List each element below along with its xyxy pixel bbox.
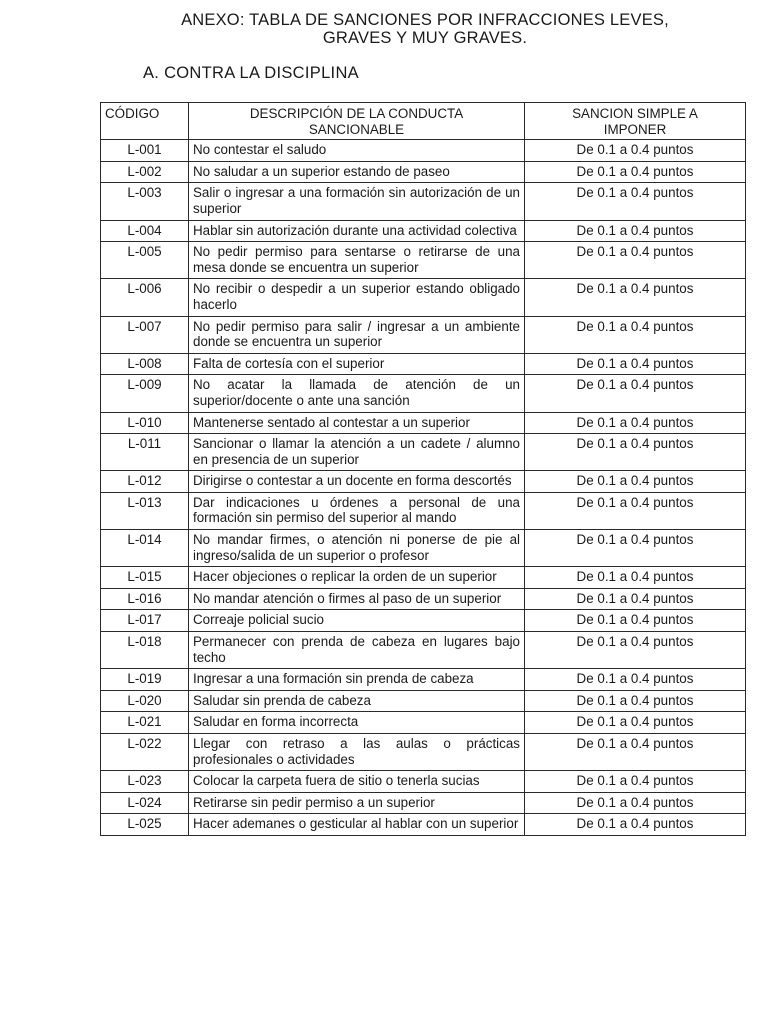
description-cell: Hablar sin autorización durante una actividad colectiva (189, 220, 525, 242)
table-row (101, 792, 746, 814)
table-row (101, 471, 746, 493)
code-cell: L-009 (101, 375, 189, 412)
description-cell: Saludar sin prenda de cabeza (189, 690, 525, 712)
description-cell: No acatar la llamada de atención de un superior/docente o ante una sanción (189, 375, 525, 412)
description-cell: Hacer ademanes o gesticular al hablar con un superior (189, 814, 525, 836)
sanction-cell: De 0.1 a 0.4 puntos (525, 471, 746, 493)
header-description (189, 103, 525, 140)
code-cell: L-007 (101, 316, 189, 353)
table-header-row (101, 103, 746, 140)
code-cell: L-008 (101, 353, 189, 375)
table-row (101, 588, 746, 610)
code-cell: L-013 (101, 492, 189, 529)
code-cell: L-001 (101, 140, 189, 162)
sanction-cell: De 0.1 a 0.4 puntos (525, 161, 746, 183)
code-cell: L-016 (101, 588, 189, 610)
description-cell: Colocar la carpeta fuera de sitio o tenerla sucias (189, 771, 525, 793)
sanction-cell: De 0.1 a 0.4 puntos (525, 242, 746, 279)
table-row (101, 183, 746, 220)
table-row (101, 567, 746, 589)
code-cell: L-002 (101, 161, 189, 183)
description-cell: Mantenerse sentado al contestar a un superior (189, 412, 525, 434)
description-cell: Salir o ingresar a una formación sin autorización de un superior (189, 183, 525, 220)
sanction-cell: De 0.1 a 0.4 puntos (525, 690, 746, 712)
code-cell: L-010 (101, 412, 189, 434)
table-row (101, 669, 746, 691)
table-row (101, 279, 746, 316)
table-row (101, 771, 746, 793)
table-row (101, 530, 746, 567)
header-code: CÓDIGO (101, 103, 189, 140)
code-cell: L-025 (101, 814, 189, 836)
title-line-2: GRAVES Y MUY GRAVES. (322, 29, 528, 47)
document-title (100, 11, 750, 47)
description-cell: Hacer objeciones o replicar la orden de un superior (189, 567, 525, 589)
sanction-cell: De 0.1 a 0.4 puntos (525, 375, 746, 412)
sanctions-table (100, 102, 746, 836)
header-sanction-line-1: SANCION SIMPLE A (572, 106, 698, 121)
description-cell: No pedir permiso para sentarse o retirarse de una mesa donde se encuentra un superior (189, 242, 525, 279)
table-row (101, 161, 746, 183)
table-row (101, 316, 746, 353)
sanction-cell: De 0.1 a 0.4 puntos (525, 792, 746, 814)
description-cell: No saludar a un superior estando de paseo (189, 161, 525, 183)
code-cell: L-012 (101, 471, 189, 493)
code-cell: L-014 (101, 530, 189, 567)
code-cell: L-006 (101, 279, 189, 316)
table-row (101, 814, 746, 836)
sanction-cell: De 0.1 a 0.4 puntos (525, 183, 746, 220)
code-cell: L-005 (101, 242, 189, 279)
table-row (101, 242, 746, 279)
sanction-cell: De 0.1 a 0.4 puntos (525, 588, 746, 610)
description-cell: No recibir o despedir a un superior estando obligado hacerlo (189, 279, 525, 316)
table-row (101, 610, 746, 632)
title-line-1: ANEXO: TABLA DE SANCIONES POR INFRACCIONES LEVES, (181, 11, 669, 29)
description-cell: Ingresar a una formación sin prenda de cabeza (189, 669, 525, 691)
table-row (101, 140, 746, 162)
header-description-line-1: DESCRIPCIÓN DE LA CONDUCTA (249, 106, 464, 121)
description-cell: No mandar atención o ﬁrmes al paso de un superior (189, 588, 525, 610)
section-heading: A. CONTRA LA DISCIPLINA (143, 64, 359, 82)
sanction-cell: De 0.1 a 0.4 puntos (525, 353, 746, 375)
sanction-cell: De 0.1 a 0.4 puntos (525, 279, 746, 316)
description-cell: Retirarse sin pedir permiso a un superior (189, 792, 525, 814)
sanction-cell: De 0.1 a 0.4 puntos (525, 316, 746, 353)
code-cell: L-017 (101, 610, 189, 632)
table-row (101, 412, 746, 434)
description-cell: Correaje policial sucio (189, 610, 525, 632)
sanction-cell: De 0.1 a 0.4 puntos (525, 632, 746, 669)
table-row (101, 632, 746, 669)
header-description-line-2: SANCIONABLE (308, 121, 405, 137)
description-cell: Falta de cortesía con el superior (189, 353, 525, 375)
sanction-cell: De 0.1 a 0.4 puntos (525, 567, 746, 589)
sanction-cell: De 0.1 a 0.4 puntos (525, 220, 746, 242)
code-cell: L-018 (101, 632, 189, 669)
description-cell: No pedir permiso para salir / ingresar a un ambiente donde se encuentra un superior (189, 316, 525, 353)
code-cell: L-022 (101, 734, 189, 771)
description-cell: Dar indicaciones u órdenes a personal de una formación sin permiso del superior al mando (189, 492, 525, 529)
description-cell: Llegar con retraso a las aulas o prácticas profesionales o actividades (189, 734, 525, 771)
table-body (101, 140, 746, 836)
code-cell: L-003 (101, 183, 189, 220)
table-row (101, 734, 746, 771)
table-row (101, 492, 746, 529)
table-row (101, 375, 746, 412)
table-row (101, 690, 746, 712)
code-cell: L-020 (101, 690, 189, 712)
description-cell: Saludar en forma incorrecta (189, 712, 525, 734)
code-cell: L-021 (101, 712, 189, 734)
header-sanction (525, 103, 746, 140)
code-cell: L-004 (101, 220, 189, 242)
sanction-cell: De 0.1 a 0.4 puntos (525, 412, 746, 434)
table-row (101, 220, 746, 242)
table-row (101, 434, 746, 471)
sanction-cell: De 0.1 a 0.4 puntos (525, 712, 746, 734)
header-sanction-line-2: IMPONER (603, 121, 667, 137)
sanction-cell: De 0.1 a 0.4 puntos (525, 669, 746, 691)
sanction-cell: De 0.1 a 0.4 puntos (525, 814, 746, 836)
description-cell: Dirigirse o contestar a un docente en forma descortés (189, 471, 525, 493)
sanction-cell: De 0.1 a 0.4 puntos (525, 610, 746, 632)
sanction-cell: De 0.1 a 0.4 puntos (525, 530, 746, 567)
description-cell: Permanecer con prenda de cabeza en lugares bajo techo (189, 632, 525, 669)
table-row (101, 712, 746, 734)
code-cell: L-024 (101, 792, 189, 814)
description-cell: No mandar ﬁrmes, o atención ni ponerse de pie al ingreso/salida de un superior o profesor (189, 530, 525, 567)
table-row (101, 353, 746, 375)
sanction-cell: De 0.1 a 0.4 puntos (525, 734, 746, 771)
code-cell: L-011 (101, 434, 189, 471)
sanction-cell: De 0.1 a 0.4 puntos (525, 434, 746, 471)
sanction-cell: De 0.1 a 0.4 puntos (525, 492, 746, 529)
description-cell: No contestar el saludo (189, 140, 525, 162)
code-cell: L-015 (101, 567, 189, 589)
sanction-cell: De 0.1 a 0.4 puntos (525, 140, 746, 162)
code-cell: L-023 (101, 771, 189, 793)
code-cell: L-019 (101, 669, 189, 691)
description-cell: Sancionar o llamar la atención a un cadete / alumno en presencia de un superior (189, 434, 525, 471)
sanction-cell: De 0.1 a 0.4 puntos (525, 771, 746, 793)
